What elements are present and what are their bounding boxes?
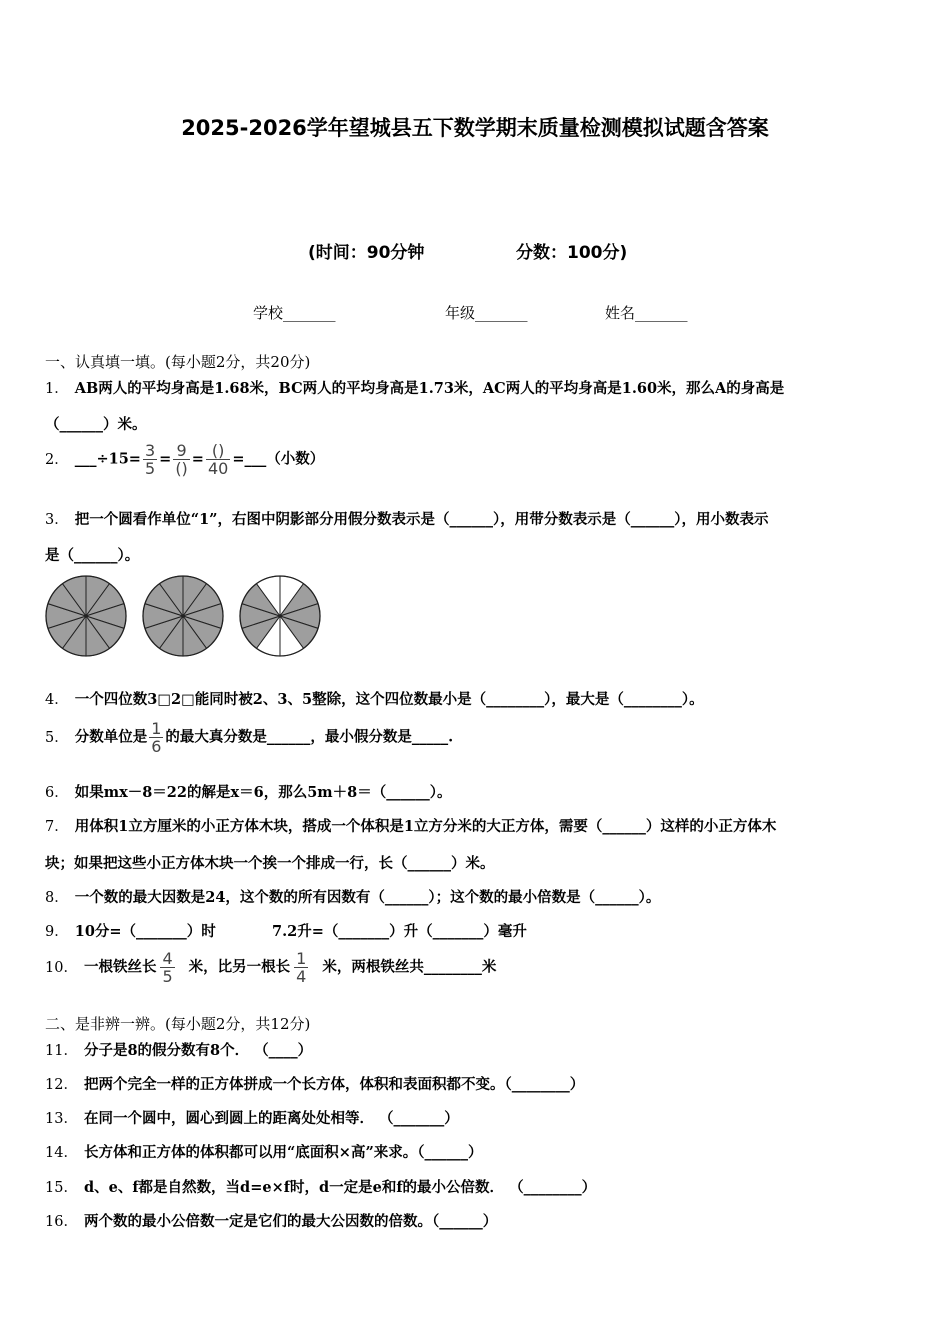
question-number: 8． [45,890,69,906]
section2-heading: 二、是非辨一辨。(每小题2分，共12分) [45,1015,311,1033]
fraction: $\frac{4}{5}$ [162,949,173,986]
fraction: $\frac{()}{40}$ [207,441,229,478]
question-text: 把一个圆看作单位“1”，右图中阴影部分用假分数表示是（______），用带分数表示是（______），用小数表示 [74,511,769,528]
equals-sign: = [191,450,204,468]
question-number: 13． [45,1111,78,1127]
name-field: 姓名_______ [605,304,688,322]
question-text: 分子是8的假分数有8个． （____） [83,1042,313,1059]
question-text: 分数单位是 [74,728,148,746]
fraction: $\frac{1}{4}$ [296,949,307,986]
question-number: 12． [45,1077,78,1093]
question-6 [45,781,452,802]
question-number: 4． [45,692,69,708]
question-text: 在同一个圆中，圆心到圆上的距离处处相等． （_______） [83,1110,459,1127]
question-text: d、e、f都是自然数，当d=e×f时，d一定是e和f的最小公倍数． （________） [83,1179,597,1196]
question-text: 一根铁丝长 [83,958,157,976]
question-text: 长方体和正方体的体积都可以用“底面积×高”来求。（______） [83,1144,483,1161]
question-number: 5． [45,729,69,746]
page-title: 2025-2026学年望城县五下数学期末质量检测模拟试题含答案 [181,116,769,140]
question-text: 两个数的最小公倍数一定是它们的最大公因数的倍数。（______） [83,1213,498,1230]
question-11 [45,1039,312,1060]
question-number: 14． [45,1145,78,1161]
question-text: 米，两根铁丝共________米 [322,958,497,976]
q2-blank: ___÷15= [74,450,141,468]
question-number: 10． [45,959,78,976]
equals-sign: = [159,450,172,468]
fraction: $\frac{9}{()}$ [175,441,188,478]
question-text: 米，比另一根长 [188,958,291,976]
circle-fraction-figure [44,573,324,659]
question-7-cont: 块；如果把这些小正方体木块一个挨一个排成一行，长（______）米。 [45,855,495,872]
fraction: $\frac{3}{5}$ [144,441,156,478]
question-13 [45,1107,459,1128]
question-1-cont: （______）米。 [45,416,147,433]
question-text: 一个四位数3□2□能同时被2、3、5整除，这个四位数最小是（________），最大是（________）。 [74,691,704,708]
question-7 [45,815,776,836]
question-number: 11． [45,1043,78,1059]
question-10 [45,950,496,985]
question-text: 10分=（_______）时 [74,923,216,940]
section1-heading: 一、认真填一填。(每小题2分，共20分) [45,353,311,371]
question-text: 把两个完全一样的正方体拼成一个长方体，体积和表面积都不变。（________） [83,1076,585,1093]
question-number: 7． [45,819,69,835]
question-number: 6． [45,785,69,801]
question-number: 1． [45,381,69,397]
q2-tail: =___（小数） [232,450,325,468]
question-number: 2． [45,451,69,468]
question-3-cont: 是（______）。 [45,547,140,564]
question-number: 15． [45,1180,78,1196]
question-4 [45,688,704,709]
question-number: 9． [45,924,69,940]
question-3 [45,508,769,529]
question-number: 16． [45,1214,78,1230]
question-text: 的最大真分数是______，最小假分数是_____. [165,728,454,746]
question-text: AB两人的平均身高是1.68米，BC两人的平均身高是1.73米，AC两人的平均身高是1.60米，那么A的身高是 [74,380,785,397]
question-1 [45,377,784,398]
question-8 [45,886,660,907]
question-9 [45,920,216,941]
question-2 [45,442,324,477]
question-5 [45,720,453,755]
question-text: 如果mx－8＝22的解是x＝6，那么5m＋8＝（______）。 [74,784,452,801]
question-16 [45,1210,497,1231]
question-15 [45,1176,596,1197]
question-text: 一个数的最大因数是24，这个数的所有因数有（______）；这个数的最小倍数是（______）。 [74,889,661,906]
question-number: 3． [45,512,69,528]
question-9-part2: 7.2升=（_______）升（_______）毫升 [272,923,527,940]
exam-time: (时间：90分钟 [308,243,425,263]
question-12 [45,1073,584,1094]
question-14 [45,1141,483,1162]
question-text: 用体积1立方厘米的小正方体木块，搭成一个体积是1立方分米的大正方体，需要（______）这样的小正方体木 [74,818,777,835]
exam-score: 分数：100分) [516,243,628,263]
grade-field: 年级_______ [445,304,528,322]
school-field: 学校_______ [253,304,336,322]
fraction: $\frac{1}{6}$ [151,719,162,756]
